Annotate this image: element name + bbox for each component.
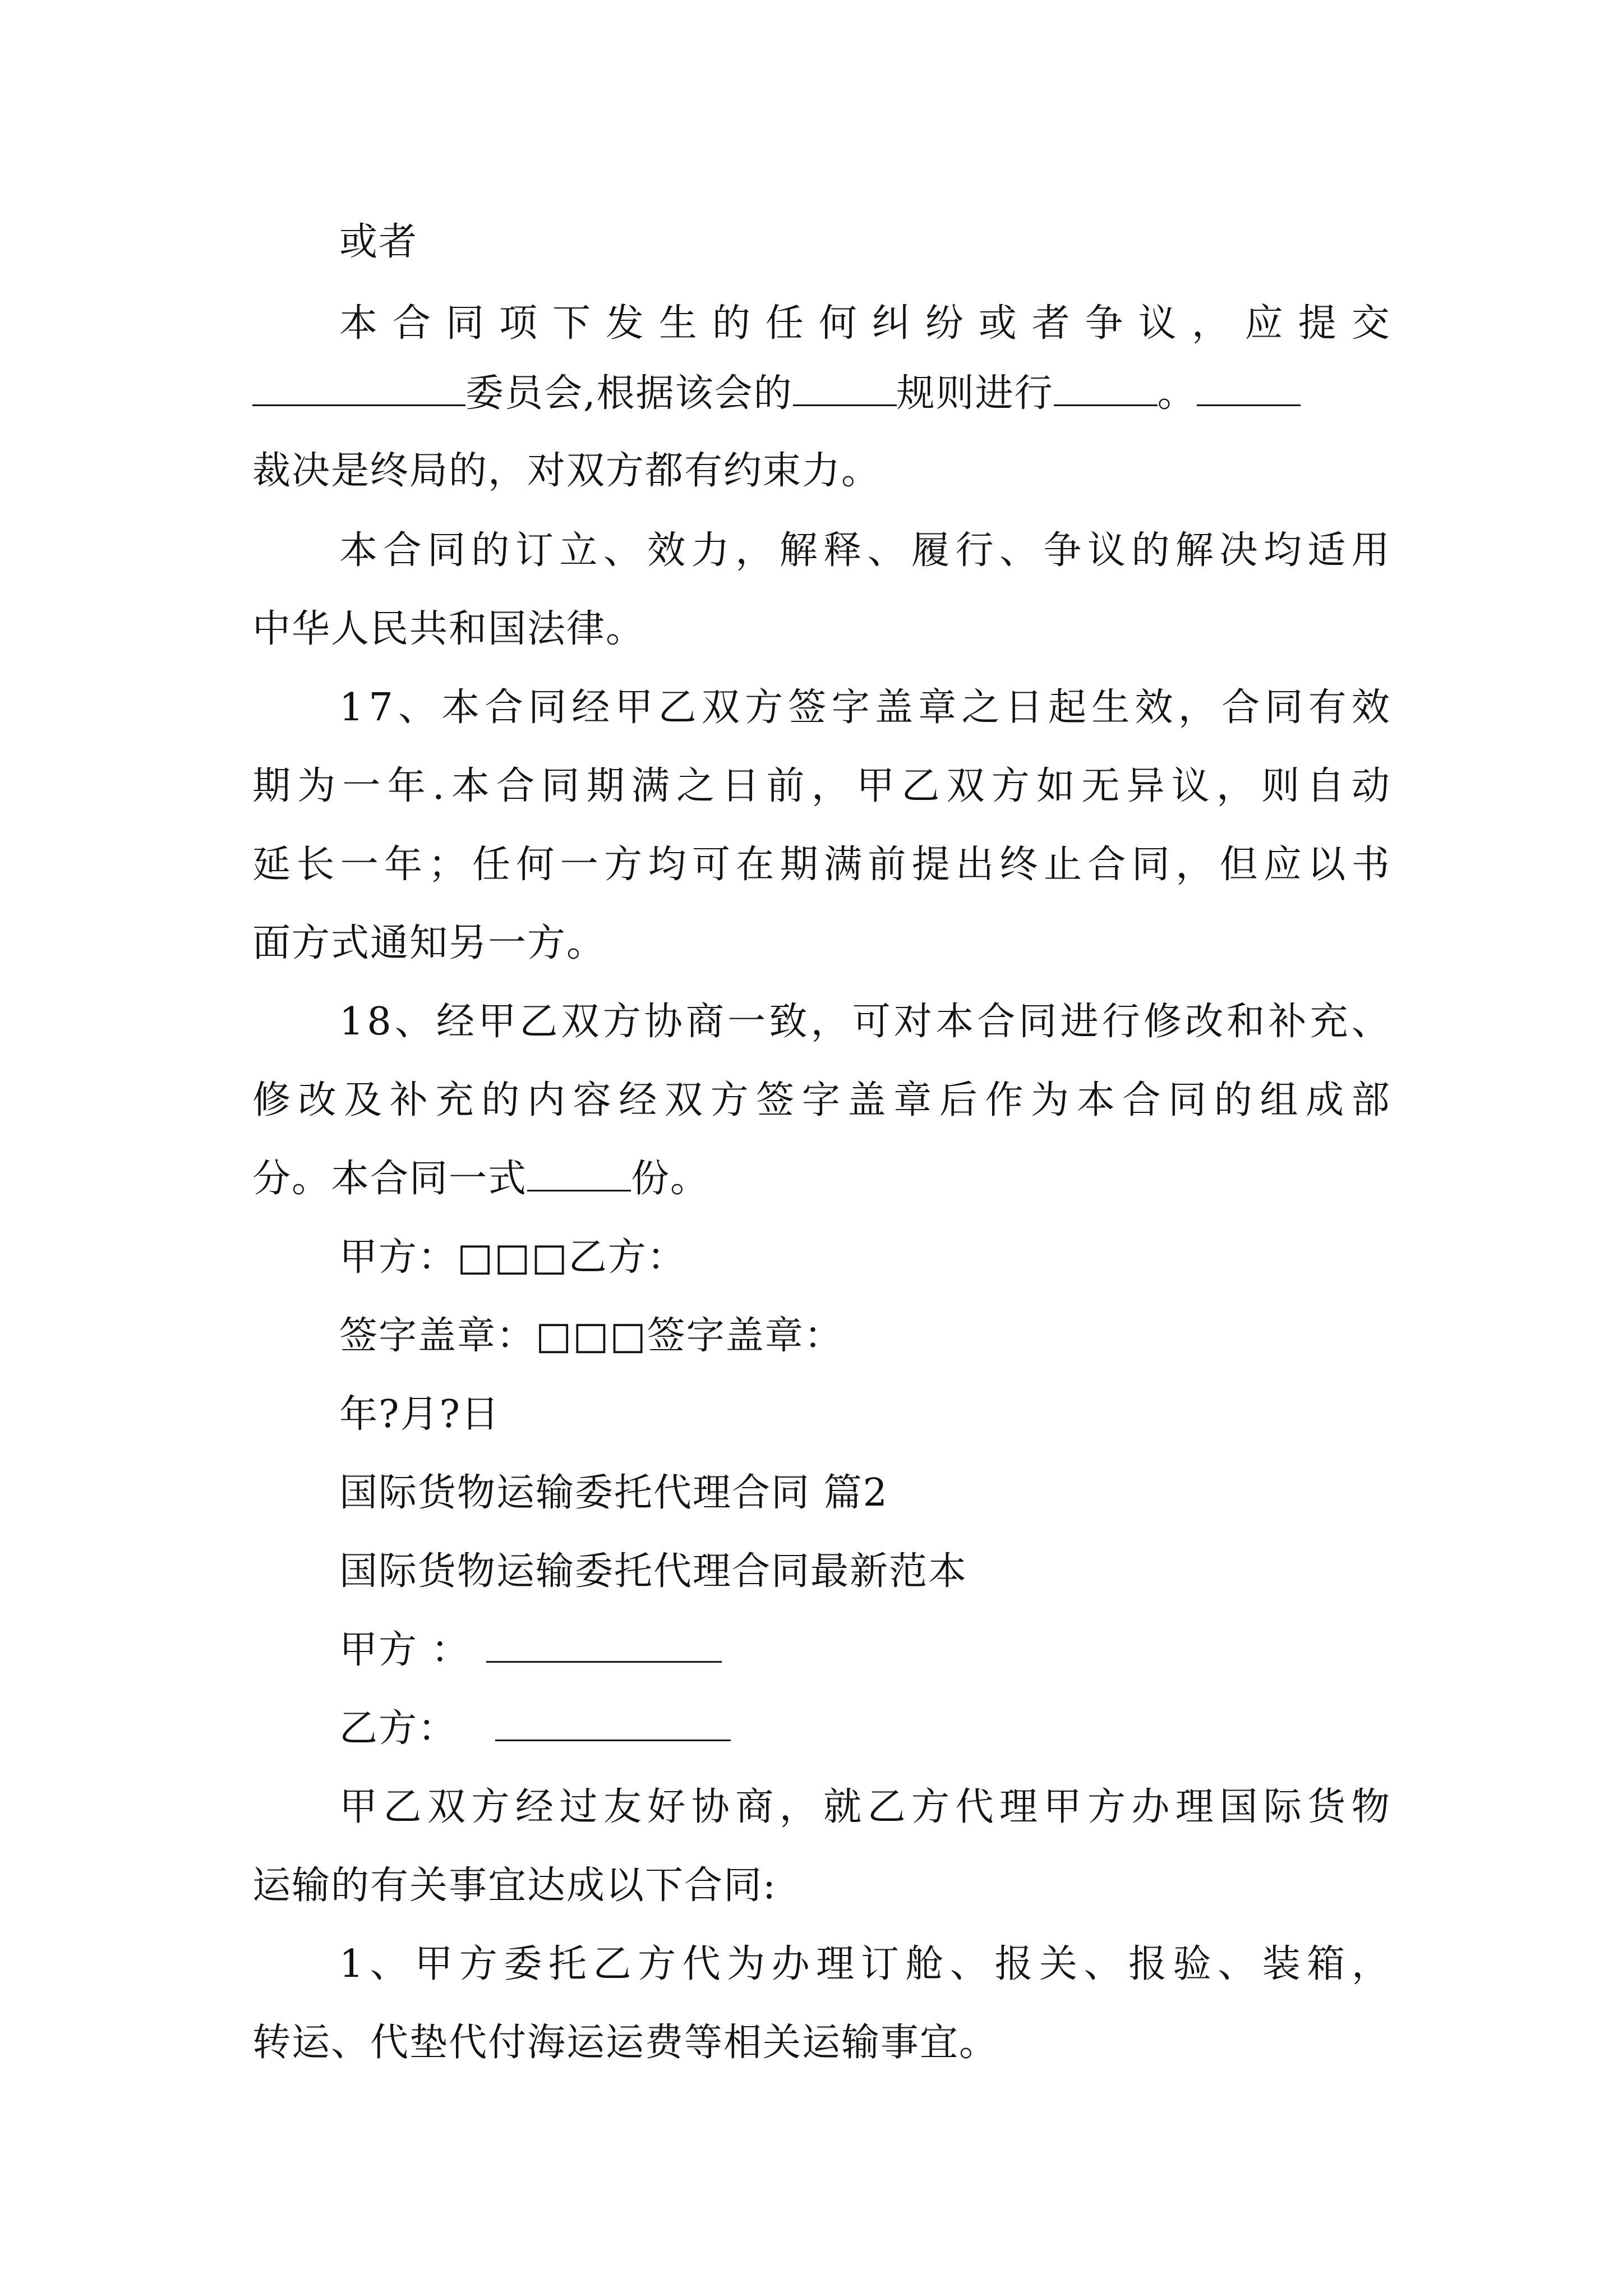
fill-in-blank — [252, 371, 465, 406]
paragraph-line: 修 改 及 补 充 的 内 容 经 双 方 签 字 盖 章 后 作 为 本 合 同 的 组 成 部 — [252, 1078, 1391, 1122]
paragraph-line: 1 7 、 本 合 同 经 甲 乙 双 方 签 字 盖 章 之 日 起 生 效 ， 合 同 有 效 — [339, 685, 1391, 730]
signature-line: 甲方：□□□乙方： — [339, 1235, 686, 1280]
paragraph-line: 运输的有关事宜达成以下合同: — [252, 1864, 777, 1908]
document-title: 国际货物运输委托代理合同最新范本 — [339, 1549, 968, 1594]
paragraph-line: 面方式通知另一方。 — [252, 921, 606, 965]
paragraph-line: 转运、代垫代付海运运费等相关运输事宜。 — [252, 2021, 999, 2065]
paragraph-line: 中华人民共和国法律。 — [252, 607, 645, 651]
fill-in-blank — [1197, 371, 1301, 406]
text-fragment: 。 — [1157, 371, 1197, 416]
fill-in-blank — [1054, 371, 1158, 406]
party-a-line — [339, 1622, 1391, 1678]
paragraph-line: 1 8 、 经 甲 乙 双 方 协 商 一 致 ， 可 对 本 合 同 进 行 修 改 和 补 充 、 — [339, 1000, 1391, 1044]
text-fragment: 委员会,根据该会的 — [465, 371, 793, 416]
fill-in-blank — [527, 1156, 631, 1191]
date-line: 年?月?日 — [339, 1392, 500, 1437]
text-fragment: 规则进行 — [896, 371, 1054, 416]
text-fragment: 分。本合同一式 — [252, 1157, 528, 1201]
paragraph-line-with-blanks — [252, 366, 1391, 422]
fill-in-blank — [793, 371, 897, 406]
paragraph-line: 或者 — [339, 220, 418, 264]
paragraph-line: 本 合 同 的 订 立 、 效 力 ， 解 释 、 履 行 、 争 议 的 解 决 均 适 用 — [339, 528, 1391, 573]
paragraph-line-with-blank — [252, 1151, 1391, 1207]
signature-line: 签字盖章：□□□签字盖章： — [339, 1314, 843, 1358]
section-heading: 国际货物运输委托代理合同 篇2 — [339, 1471, 888, 1515]
paragraph-line: 本 合 同 项 下 发 生 的 任 何 纠 纷 或 者 争 议 ， 应 提 交 — [339, 301, 1391, 346]
paragraph-line: 期 为 一 年 . 本 合 同 期 满 之 日 前 ， 甲 乙 双 方 如 无 异 议 ， 则 自 动 — [252, 764, 1391, 808]
paragraph-line: 甲 乙 双 方 经 过 友 好 协 商 ， 就 乙 方 代 理 甲 方 办 理 国 际 货 物 — [339, 1785, 1391, 1829]
text-fragment: 份。 — [631, 1157, 710, 1201]
party-a-label: 甲方 ： — [339, 1628, 471, 1672]
party-b-line — [339, 1701, 1391, 1757]
party-b-label: 乙方： — [339, 1706, 458, 1751]
fill-in-blank — [495, 1706, 731, 1741]
fill-in-blank — [486, 1627, 722, 1663]
paragraph-line: 延 长 一 年 ； 任 何 一 方 均 可 在 期 满 前 提 出 终 止 合 同 ， 但 应 以 书 — [252, 843, 1391, 887]
paragraph-line: 裁决是终局的，对双方都有约束力。 — [252, 449, 881, 493]
paragraph-line: 1 、 甲 方 委 托 乙 方 代 为 办 理 订 舱 、 报 关 、 报 验 、 装 箱 ， — [339, 1942, 1391, 1986]
